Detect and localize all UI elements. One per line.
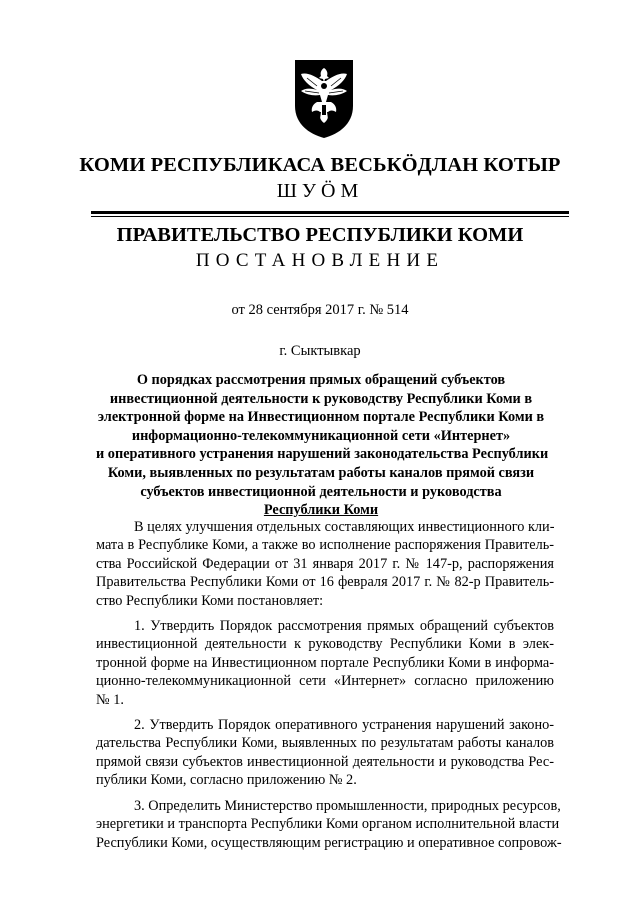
- heading-line: О порядках рассмотрения прямых обращений субъектов: [136, 372, 506, 388]
- heading-line-underlined: Республики Коми: [263, 502, 379, 519]
- heading-line: субъектов инвестиционной деятельности и руководства: [140, 483, 502, 500]
- komi-decree-type: ШУÖМ: [276, 180, 364, 202]
- heading-line: инвестиционной деятельности к руководству Республики Коми в: [109, 390, 533, 407]
- text-line: дательства Республики Коми, выявленных по результатам работы каналов: [96, 735, 554, 752]
- text-line: прямой связи субъектов инвестиционной деятельности и руководства Рес-: [96, 753, 554, 770]
- paragraph-preamble: [96, 518, 554, 610]
- text-line: ционно-телекоммуникационной сети «Интернет» согласно приложению: [96, 673, 554, 690]
- text-line: 2. Утвердить Порядок оперативного устранения нарушений законо-: [134, 717, 554, 734]
- text-line: ства Российской Федерации от 31 января 2017 г. № 147-р, распоряжения: [96, 555, 554, 572]
- document-heading: [96, 371, 549, 520]
- decree-date-number: от 28 сентября 2017 г. № 514: [231, 302, 409, 318]
- text-line: публики Коми, согласно приложению № 2.: [96, 772, 357, 789]
- paragraph-item-2: [96, 716, 554, 790]
- text-line: Правительства Республики Коми от 16 февраля 2017 г. № 82-р Правитель-: [96, 574, 554, 591]
- heading-line: и оперативного устранения нарушений законодательства Республики: [96, 446, 549, 463]
- heading-line: электронной форме на Инвестиционном портале Республики Коми в: [97, 409, 545, 426]
- decree-city: г. Сыктывкар: [279, 343, 361, 359]
- text-line: инвестиционной деятельности к руководству Республики Коми в элек-: [96, 636, 554, 653]
- header-divider-thick: [91, 211, 569, 214]
- text-line: мата в Республике Коми, а также во исполнение распоряжения Правитель-: [96, 537, 554, 554]
- text-line: № 1.: [96, 691, 124, 708]
- government-title: ПРАВИТЕЛЬСТВО РЕСПУБЛИКИ КОМИ: [116, 224, 524, 246]
- text-line: В целях улучшения отдельных составляющих инвестиционного кли-: [134, 519, 555, 535]
- text-line: 1. Утвердить Порядок рассмотрения прямых обращений субъектов: [134, 618, 554, 635]
- text-line: ство Республики Коми постановляет:: [96, 592, 324, 609]
- decree-type: ПОСТАНОВЛЕНИЕ: [195, 250, 445, 271]
- komi-government-title: КОМИ РЕСПУБЛИКАСА ВЕСЬКÖДЛАН КОТЫР: [79, 154, 561, 176]
- heading-line: информационно-телекоммуникационной сети «Интернет»: [131, 427, 511, 444]
- komi-coat-of-arms-icon: [293, 58, 355, 140]
- header-divider-thin: [91, 216, 569, 217]
- heading-line: Коми, выявленных по результатам работы каналов прямой связи: [107, 464, 535, 481]
- text-line: 3. Определить Министерство промышленности, природных ресурсов,: [134, 797, 561, 814]
- paragraph-item-3: [96, 797, 562, 852]
- paragraph-item-1: [96, 617, 554, 709]
- heading-line: [96, 501, 546, 520]
- text-line: тронной форме на Инвестиционном портале Республики Коми в информа-: [96, 654, 554, 671]
- text-line: Республики Коми, осуществляющим регистрацию и оперативное сопровож-: [96, 834, 562, 851]
- text-line: энергетики и транспорта Республики Коми органом исполнительной власти: [96, 816, 560, 833]
- document-body: [96, 518, 562, 853]
